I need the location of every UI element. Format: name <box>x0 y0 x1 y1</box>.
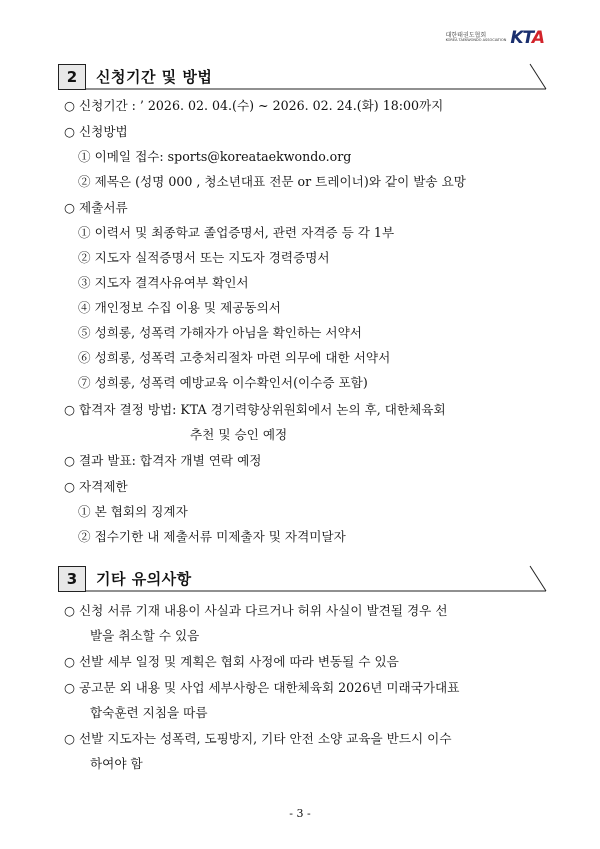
method-item-email-text: ① 이메일 접수: sports@koreataekwondo.org <box>78 149 352 164</box>
page-number: - 3 - <box>289 807 311 820</box>
section-3-number: 3 <box>58 566 86 592</box>
note-line: 발을 취소할 수 있음 <box>90 628 200 643</box>
method-item-email <box>78 149 351 165</box>
restriction-item: ① 본 협회의 징계자 <box>78 504 188 519</box>
logo-letter-k: K <box>510 28 523 48</box>
section-2-number: 2 <box>58 64 86 90</box>
note-line: 합숙훈련 지침을 따름 <box>90 705 208 720</box>
decision-method-line2: 추천 및 승인 예정 <box>190 427 288 442</box>
method-item-subject: ② 제목은 (성명 000 , 청소년대표 전문 or 트레이너)와 같이 발송 요망 <box>78 174 466 189</box>
kta-logo <box>446 28 544 48</box>
docs-item: ① 이력서 및 최종학교 졸업증명서, 관련 자격증 등 각 1부 <box>78 225 395 240</box>
section-3-title: 기타 유의사항 <box>96 570 192 588</box>
docs-item: ⑤ 성희롱, 성폭력 가해자가 아님을 확인하는 서약서 <box>78 325 362 340</box>
method-heading: ○ 신청방법 <box>64 124 128 139</box>
docs-item: ⑦ 성희롱, 성폭력 예방교육 이수확인서(이수증 포함) <box>78 375 368 390</box>
logo-letter-a: A <box>531 28 544 48</box>
docs-heading: ○ 제출서류 <box>64 200 128 215</box>
section-2-title: 신청기간 및 방법 <box>96 68 213 86</box>
logo-text-block <box>446 33 507 43</box>
note-line: 하여야 함 <box>90 756 143 771</box>
section-3-header <box>58 566 548 592</box>
restriction-heading: ○ 자격제한 <box>64 479 128 494</box>
docs-item: ③ 지도자 결격사유여부 확인서 <box>78 275 249 290</box>
logo-mark <box>510 28 544 48</box>
note-line: ○ 선발 세부 일정 및 계획은 협회 사정에 따라 변동될 수 있음 <box>64 654 399 669</box>
result-announcement: ○ 결과 발표: 합격자 개별 연락 예정 <box>64 453 262 468</box>
logo-org-name: 대한태권도협회 <box>445 32 487 40</box>
note-line: ○ 신청 서류 기재 내용이 사실과 다르거나 허위 사실이 발견될 경우 선 <box>64 603 448 618</box>
logo-letter-t: T <box>522 28 532 48</box>
docs-item: ⑥ 성희롱, 성폭력 고충처리절차 마련 의무에 대한 서약서 <box>78 350 391 365</box>
note-line: ○ 공고문 외 내용 및 사업 세부사항은 대한체육회 2026년 미래국가대표 <box>64 680 460 695</box>
section-2-header <box>58 64 548 90</box>
application-period: ○ 신청기간 : ’ 2026. 02. 04.(수) ~ 2026. 02. 24.(화) 18:00까지 <box>64 98 444 113</box>
note-line: ○ 선발 지도자는 성폭력, 도핑방지, 기타 안전 소양 교육을 반드시 이수 <box>64 731 452 746</box>
docs-item: ④ 개인정보 수집 이용 및 제공동의서 <box>78 300 281 315</box>
docs-item: ② 지도자 실적증명서 또는 지도자 경력증명서 <box>78 250 330 265</box>
logo-org-tagline: KOREA TAEKWONDO ASSOCIATION <box>445 38 507 43</box>
decision-method-line1: ○ 합격자 결정 방법: KTA 경기력향상위원회에서 논의 후, 대한체육회 <box>64 402 446 417</box>
restriction-item: ② 접수기한 내 제출서류 미제출자 및 자격미달자 <box>78 529 346 544</box>
